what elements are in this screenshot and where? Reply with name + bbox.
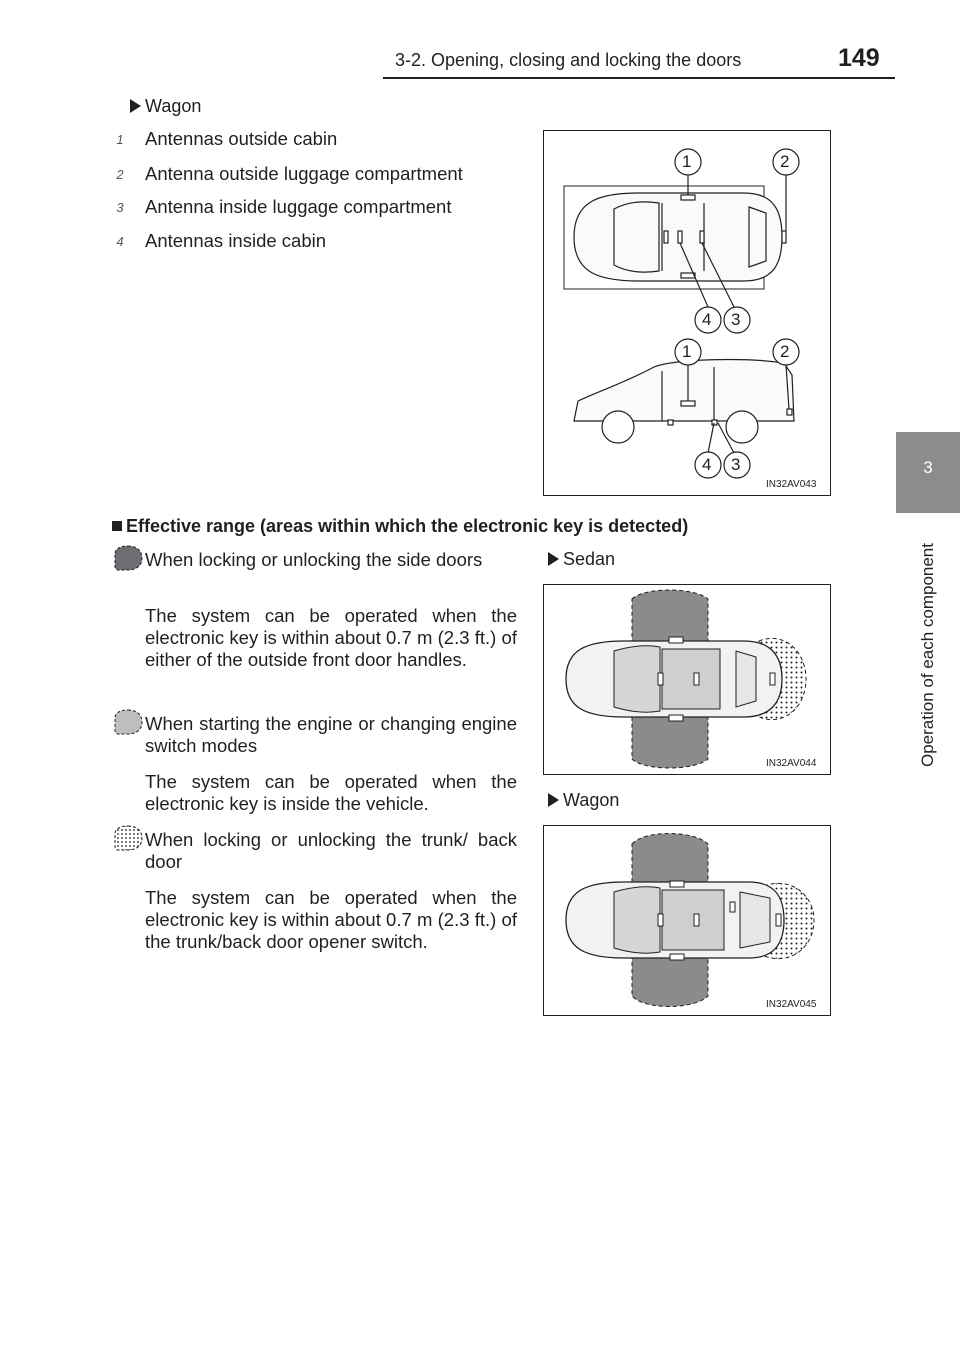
header-title: 3-2. Opening, closing and locking the doors bbox=[395, 50, 742, 70]
sedan-range-diagram bbox=[544, 585, 830, 774]
range-trunk-icon bbox=[112, 824, 144, 852]
callout-3-side: 3 bbox=[731, 455, 741, 474]
item-text-3: Antenna inside luggage compartment bbox=[145, 196, 452, 217]
wagon-range-figure bbox=[543, 825, 831, 1016]
entry-2-body: The system can be operated when the electronic key is inside the vehicle. bbox=[145, 771, 517, 814]
item-number-3: 3 bbox=[116, 200, 124, 215]
entry-3-title: When locking or unlocking the trunk/ back door bbox=[145, 829, 517, 872]
header-rule bbox=[383, 77, 895, 79]
wagon-range-heading bbox=[548, 790, 619, 811]
effective-range-heading-text: Effective range (areas within which the electronic key is detected) bbox=[126, 516, 689, 536]
entry-1-body: The system can be operated when the electronic key is within about 0.7 m (2.3 ft.) of either of the outside front door handles. bbox=[145, 605, 517, 670]
callout-3-top: 3 bbox=[731, 310, 741, 329]
callout-4-top: 4 bbox=[702, 310, 712, 329]
wagon-figure-code: IN32AV045 bbox=[766, 999, 817, 1010]
item-text-1: Antennas outside cabin bbox=[145, 128, 338, 149]
entry-1-title: When locking or unlocking the side doors bbox=[145, 549, 483, 570]
chapter-title: Operation of each component bbox=[918, 543, 937, 767]
triangle-bullet-icon bbox=[548, 793, 559, 807]
callout-4-side: 4 bbox=[702, 455, 712, 474]
wagon-antenna-diagram bbox=[544, 131, 830, 495]
effective-range-heading bbox=[112, 516, 688, 537]
sedan-range-figure bbox=[543, 584, 831, 775]
callout-2-top: 2 bbox=[780, 152, 790, 171]
sedan-heading bbox=[548, 549, 615, 570]
callout-1-top: 1 bbox=[682, 152, 692, 171]
triangle-bullet-icon bbox=[548, 552, 559, 566]
sedan-label: Sedan bbox=[563, 549, 616, 569]
item-text-4: Antennas inside cabin bbox=[145, 230, 327, 251]
wagon-range-diagram bbox=[544, 826, 830, 1015]
range-cabin-icon bbox=[112, 708, 144, 736]
callout-2-side: 2 bbox=[780, 342, 790, 361]
page-number: 149 bbox=[838, 44, 880, 72]
wagon-label: Wagon bbox=[145, 96, 202, 116]
chapter-number: 3 bbox=[923, 458, 933, 477]
item-text-2: Antenna outside luggage compartment bbox=[145, 163, 463, 184]
figure-code: IN32AV043 bbox=[766, 479, 817, 490]
antenna-location-figure bbox=[543, 130, 831, 496]
entry-2-title: When starting the engine or changing engine switch modes bbox=[145, 713, 517, 756]
wagon-heading bbox=[130, 96, 201, 117]
callout-1-side: 1 bbox=[682, 342, 692, 361]
item-number-4: 4 bbox=[116, 234, 124, 249]
square-bullet-icon bbox=[112, 521, 122, 531]
item-number-2: 2 bbox=[116, 167, 124, 182]
wagon-range-label: Wagon bbox=[563, 790, 620, 810]
sedan-figure-code: IN32AV044 bbox=[766, 758, 817, 769]
item-number-1: 1 bbox=[116, 132, 124, 147]
range-side-door-icon bbox=[112, 544, 144, 572]
triangle-bullet-icon bbox=[130, 99, 141, 113]
entry-3-body: The system can be operated when the electronic key is within about 0.7 m (2.3 ft.) of the trunk/back door opener switch. bbox=[145, 887, 517, 952]
